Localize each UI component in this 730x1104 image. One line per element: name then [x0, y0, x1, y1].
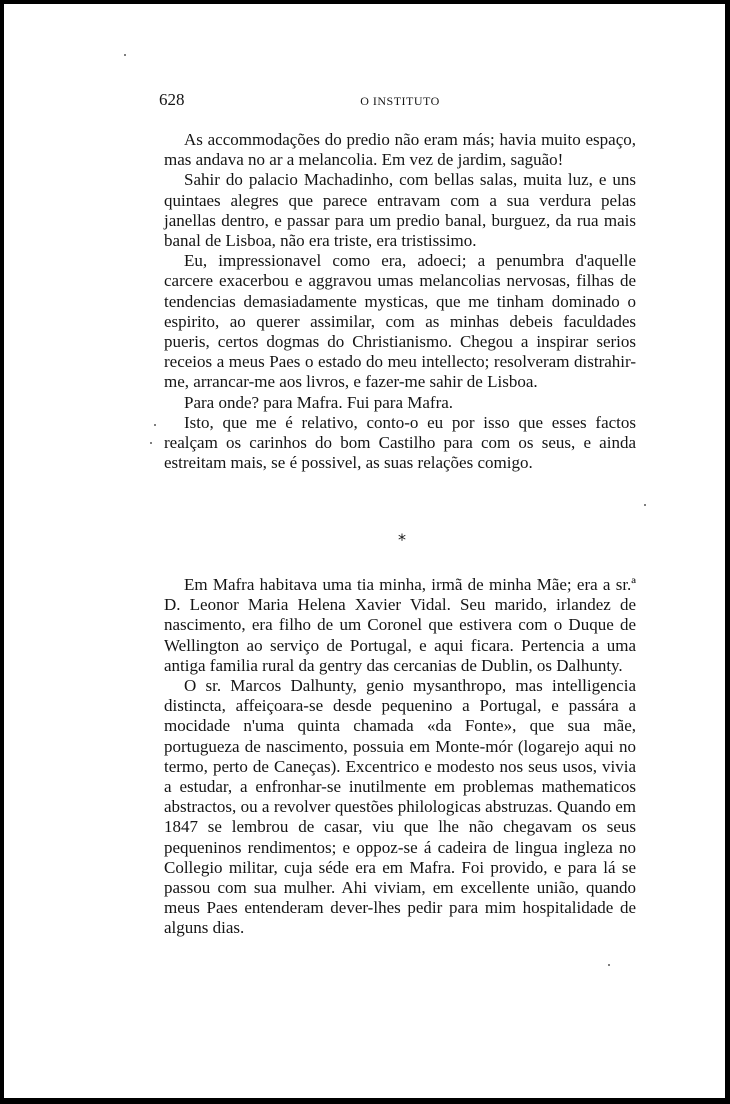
text-block-lower [164, 575, 636, 939]
page-number: 628 [159, 90, 185, 109]
paragraph: Para onde? para Mafra. Fui para Mafra. [184, 392, 454, 412]
scan-speck [124, 54, 126, 56]
scan-speck [150, 442, 152, 444]
paragraph: Em Mafra habitava uma tia minha, irmã de minha Mãe; era a sr.ª D. Leonor Maria Helena Xavier Vidal. Seu marido, irlandez de nascimento, era filho de um Coronel que estivera com o Duque de Wellington ao serviço de Portugal, e aqui ficara. Pertencia a uma antiga familia rural da gentry das cercanias de Dublin, os Dalhunty. [164, 575, 636, 675]
paragraph: Isto, que me é relativo, conto-o eu por isso que esses factos realçam os carinhos do bom Castilho para com os seus, e ainda estreitam mais, se é possivel, as suas relações comigo. [164, 412, 636, 473]
scan-speck [644, 504, 646, 506]
paragraph: Eu, impressionavel como era, adoeci; a penumbra d'aquelle carcere exacerbou e aggravou umas melancolias nervosas, filhas de tendencias demasiadamente mysticas, que me tinham dominado o espirito, ao querer assimilar, com as minhas debeis faculdades pueris, certos dogmas do Christianismo. Chegou a inspirar serios receios a meus Paes o estado do meu intellecto; resolveram distrahir-me, arrancar-me aos livros, e fazer-me sahir de Lisboa. [164, 251, 636, 392]
paragraph: As accommodações do predio não eram más; havia muito espaço, mas andava no ar a melancolia. Em vez de jardim, saguão! [164, 130, 636, 170]
running-title: O INSTITUTO [360, 94, 440, 108]
scan-speck [154, 424, 156, 426]
scan-speck [608, 964, 610, 966]
page-header [159, 90, 641, 114]
paragraph: Sahir do palacio Machadinho, com bellas salas, muita luz, e uns quintaes alegres que parece entravam com a sua verdura pelas janellas dentro, e passar para um predio banal, burguez, da rua mais banal de Lisboa, não era triste, era tristissimo. [164, 170, 636, 251]
paragraph: O sr. Marcos Dalhunty, genio mysanthropo, mas intelligencia distincta, affeiçoara-se desde pequenino a Portugal, e passára a mocidade n'uma quinta chamada «da Fonte», que sua mãe, portugueza de nascimento, possuia em Monte-mór (logarejo aqui no termo, perto de Caneças). Excentrico e modesto nos seus usos, vivia a estudar, a enfronhar-se inutilmente em problemas mathematicos abstractos, ou a revolver questões philologicas abstruzas. Quando em 1847 se lembrou de casar, viu que lhe não chegavam os seus pequeninos rendimentos; e oppoz-se á cadeira de lingua ingleza no Collegio militar, cuja séde era em Mafra. Foi provido, e para lá se passou com sua mulher. Ahi viviam, em excellente união, quando meus Paes entenderam dever-lhes pedir para mim hospitalidade de alguns dias. [164, 676, 636, 938]
section-ornament: * [398, 530, 406, 549]
text-block-upper [164, 130, 636, 473]
